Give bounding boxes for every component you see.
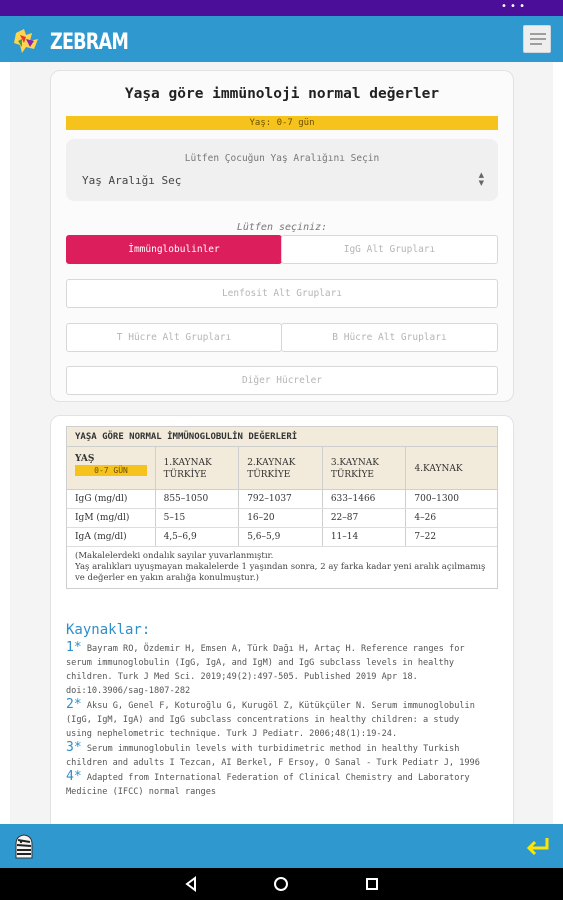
- table-cell: 11–14: [323, 528, 407, 546]
- table-cell: 4,5–6,9: [156, 528, 240, 546]
- t-hucre-alt-gruplari-button[interactable]: T Hücre Alt Grupları: [66, 323, 282, 352]
- selection-card: [50, 70, 514, 402]
- nav-recents-icon[interactable]: [364, 876, 380, 892]
- row-name: IgA (mg/dl): [67, 528, 156, 546]
- reference-item: [66, 741, 486, 770]
- content-area: [10, 62, 553, 824]
- status-indicator: • • •: [500, 1, 525, 12]
- reference-text: Serum immunoglobulin levels with turbidimetric method in healthy Turkish children and adults I Tezcan, AI Berkel, F Ersoy, O Sanal - Turk Pediatr J, 1996: [66, 744, 480, 768]
- bottom-bar: [0, 824, 563, 868]
- table-cell: 16–20: [239, 509, 323, 527]
- table-title: YAŞA GÖRE NORMAL İMMÜNOGLOBULİN DEĞERLERİ: [67, 427, 497, 447]
- reference-text: Aksu G, Genel F, Koturoğlu G, Kurugöl Z, Kütükçüler N. Serum immunoglobulin (IgG, IgM, IgA) and IgG subclass concentrations in healthy children: a study using nephelometric technique. Turk J Pediatr. 2006;48(1):19-24.: [66, 701, 475, 739]
- row-name: IgM (mg/dl): [67, 509, 156, 527]
- logo-text: ZEBRAM: [50, 30, 129, 55]
- age-bar: Yaş: 0-7 gün: [66, 116, 498, 130]
- table-note: (Makalelerdeki ondalık sayılar yuvarlanmıştır. Yaş aralıkları uyuşmayan makalelerde 1 yaşından sonra, 2 ay farka kadar yeni aralık açılmamış ve değerler en yakın aralığa konulmuştur.): [67, 547, 497, 588]
- results-card: [50, 415, 514, 824]
- row-name: IgG (mg/dl): [67, 490, 156, 508]
- table-cell: 7–22: [414, 532, 437, 542]
- age-range-select[interactable]: [66, 139, 498, 201]
- table-cell: 4–26: [414, 513, 437, 523]
- table-row: [67, 509, 497, 528]
- immunoglobulin-table: [66, 426, 498, 589]
- reference-item: [66, 770, 486, 799]
- diger-hucreler-button[interactable]: Diğer Hücreler: [66, 366, 498, 395]
- lenfosit-alt-gruplari-button[interactable]: Lenfosit Alt Grupları: [66, 279, 498, 308]
- references-title: Kaynaklar:: [66, 622, 151, 638]
- back-arrow-icon[interactable]: [525, 834, 551, 858]
- nav-back-icon[interactable]: [183, 876, 199, 892]
- igg-alt-gruplari-button[interactable]: IgG Alt Grupları: [281, 235, 498, 264]
- zebra-logo-icon: [12, 25, 48, 55]
- table-cell: 792–1037: [239, 490, 323, 508]
- table-cell: 633–1466: [323, 490, 407, 508]
- zebra-icon[interactable]: [10, 832, 38, 860]
- age-header-cell: [67, 447, 156, 489]
- app-bar: [0, 16, 563, 62]
- age-select-label: Lütfen Çocuğun Yaş Aralığını Seçin: [184, 153, 380, 164]
- table-cell: 5,6–5,9: [239, 528, 323, 546]
- table-cell: 700–1300: [414, 494, 460, 504]
- reference-number: 3*: [66, 740, 82, 755]
- reference-text: Adapted from International Federation of Clinical Chemistry and Laboratory Medicine (IFCC) normal ranges: [66, 773, 470, 797]
- system-nav-bar: [0, 868, 563, 900]
- b-hucre-alt-gruplari-button[interactable]: B Hücre Alt Grupları: [281, 323, 498, 352]
- age-select-value[interactable]: Yaş Aralığı Seç: [82, 174, 182, 187]
- reference-item: [66, 641, 486, 698]
- age-badge: 0-7 GÜN: [75, 465, 147, 476]
- table-cell: 855–1050: [156, 490, 240, 508]
- age-header-label: YAŞ: [75, 454, 95, 464]
- reference-number: 4*: [66, 769, 82, 784]
- header-kaynak-3: 3.KAYNAK TÜRKİYE: [323, 447, 407, 489]
- immunoglobulinler-button[interactable]: İmmünglobulinler: [66, 235, 282, 264]
- header-kaynak-2: 2.KAYNAK TÜRKİYE: [239, 447, 323, 489]
- table-cell: 5–15: [156, 509, 240, 527]
- reference-item: [66, 698, 486, 741]
- table-cell: 22–87: [323, 509, 407, 527]
- menu-list-icon[interactable]: [523, 25, 551, 53]
- app-logo[interactable]: [12, 25, 129, 55]
- header-kaynak-1: 1.KAYNAK TÜRKİYE: [156, 447, 240, 489]
- choose-label: Lütfen seçiniz:: [236, 222, 328, 233]
- select-arrows-icon: ▲ ▼: [478, 171, 484, 187]
- reference-text: Bayram RO, Özdemir H, Emsen A, Türk Dağı H, Artaç H. Reference ranges for serum immunoglobulin (IgG, IgA, and IgM) and IgG subclass levels in healthy children. Turk J Med Sci. 2019;49(2):497-505. Published 2019 Apr 18. doi:10.3906/sag-1807-282: [66, 644, 465, 696]
- header-kaynak-4: 4.KAYNAK: [414, 464, 463, 474]
- reference-number: 1*: [66, 640, 82, 655]
- table-header-row: [67, 447, 497, 490]
- status-bar: [0, 0, 563, 16]
- page-title: Yaşa göre immünoloji normal değerler: [124, 86, 440, 102]
- table-row: [67, 528, 497, 547]
- reference-number: 2*: [66, 697, 82, 712]
- nav-home-icon[interactable]: [273, 876, 289, 892]
- table-row: [67, 490, 497, 509]
- references-section: [66, 622, 486, 799]
